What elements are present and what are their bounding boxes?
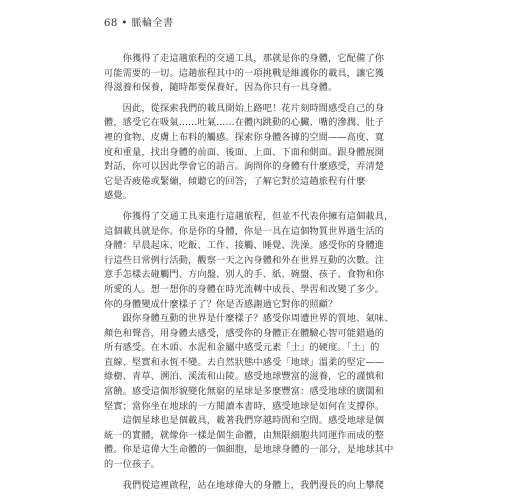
text-line: 你的身體變成什麼樣子了？你是否感謝過它對你的照顧？	[104, 298, 338, 310]
text-line: 所有感受。在木頭、水泥和金屬中感受元素「土」的硬度。「土」的	[104, 342, 380, 354]
text-line: 你獲得了走這趟旅程的交通工具，那就是你的身體，它配備了你	[104, 53, 385, 64]
text-line: 行這些日常例行活動，觀察一天之內身體和外在世界互動的次數。注	[104, 254, 385, 266]
text-line: 因此，從探索我們的載具開始上路吧！花片刻時間感受自己的身	[104, 102, 385, 114]
text-line: 富饒。感受這個形貌變化無窮的星球是多麼豐富：感受地球的廣闊和	[104, 386, 385, 398]
text-line: 得滋養和保養，隨時都要保養好，因為你只有一具身體。	[104, 82, 338, 94]
text-line: 度和重量，找出身體的前面、後面、上面、下面和側面。跟身體展開	[104, 146, 385, 158]
text-line: 意手怎樣去碰觸門、方向盤、別人的手、紙、碗盤、孩子、食物和你	[104, 269, 385, 281]
paragraph-2	[104, 102, 418, 204]
text-line: 跟你身體互動的世界是什麼樣子？感受你周遭世界的質地、氣味、	[104, 313, 394, 325]
text-line: 這個星球也是個載具，載著我們穿越時間和空間。感受地球是個	[104, 415, 385, 427]
page-header	[104, 14, 174, 29]
body-text	[104, 52, 418, 493]
book-title: 脈輪全書	[131, 18, 174, 29]
header-bullet: •	[121, 18, 128, 29]
text-line: 綠樹、青草、溯泊、溪流和山陵。感受地球豐富的滋養，它的謹慎和	[104, 371, 385, 383]
paragraph-6	[104, 479, 418, 494]
text-line: 你獲得了交通工具來進行這趟旅程，但並不代表你擁有這個載具，	[104, 210, 394, 222]
text-line: 體。你是這偉大生命體的一個細胞，是地球身體的一部分，是地球其中	[104, 444, 394, 456]
text-line: 顏色和聲音，用身體去感受，感受你的身體正在體驗心智可能錯過的	[104, 327, 385, 339]
text-line: 直線、堅實和永恆不變。去自然狀態中感受「地球」溫柔的堅定——	[104, 356, 385, 368]
paragraph-1	[104, 52, 418, 96]
text-line: 可能需要的一切。這趟旅程其中的一項挑戰是維護你的載具，讓它獲	[104, 67, 385, 79]
page-number: 68	[104, 18, 118, 29]
paragraph-3	[104, 210, 418, 312]
paragraph-4	[104, 312, 418, 414]
text-line: 的一位孩子。	[104, 459, 161, 471]
text-line: 堅實；當你坐在地球的一方閱讀本書時，感受地球是如何在支撐你。	[104, 400, 385, 412]
text-line: 統一的實體，就像你一樣是個生命體，由無限細胞共同運作而成的整	[104, 429, 385, 441]
text-line: 身體：早晨起床、吃飯、工作、接觸、睡覺、洗澡。感受你的身體進	[104, 240, 385, 252]
paragraph-5	[104, 414, 418, 472]
text-line: 我們從這裡啟程，站在地球偉大的身體上，我們漫長的向上攀爬	[104, 479, 385, 491]
text-line: 體，感受它在吸氣……吐氣……在體內跳動的心臟、嘴的滲潤、肚子	[104, 117, 385, 129]
text-line: 對話，你可以因此學會它的語言。詢問你的身體有什麼感受，弄清楚	[104, 161, 385, 173]
text-line: 它是否疲倦或緊繃，傾聽它的回答，了解它對於這趟旅程有什麼	[104, 175, 366, 187]
text-line: 感覺。	[104, 190, 133, 202]
text-line: 所愛的人。想一想你的身體在時光流轉中成長、學習和改變了多少。	[104, 283, 385, 295]
text-line: 這個載具就是你。你是你的身體，你是一具在這個物質世界過生活的	[104, 225, 385, 237]
text-line: 裡的食物、皮膚上布料的觸感。探索你身體各據的空間——高度、寬	[104, 131, 385, 143]
